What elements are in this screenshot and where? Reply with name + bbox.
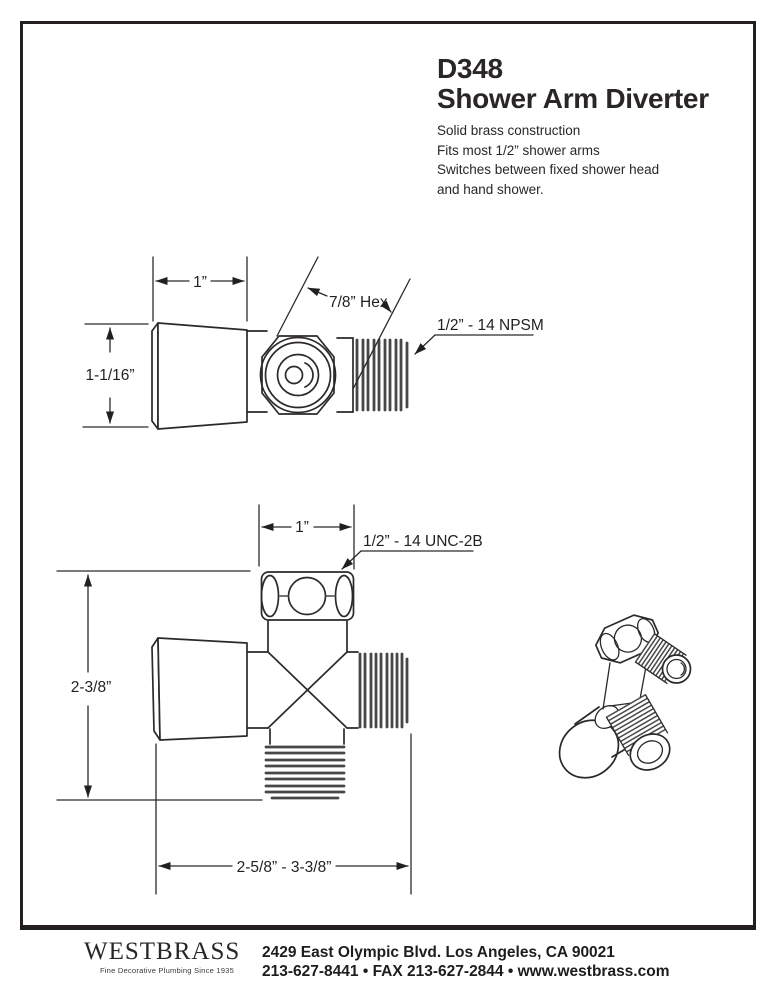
side-view-drawing — [83, 257, 544, 429]
front-length-dim-label: 2-5/8” - 3-3/8” — [236, 859, 332, 876]
contact-info — [262, 943, 669, 981]
product-name: Shower Arm Diverter — [437, 83, 709, 114]
front-thread-label: 1/2” - 14 UNC-2B — [363, 533, 483, 550]
description-line: Fits most 1/2” shower arms — [437, 142, 600, 158]
product-model: D348 — [437, 53, 503, 84]
cross-body — [268, 652, 347, 728]
front-width-dim-label: 1” — [295, 519, 309, 536]
handle-body — [158, 638, 247, 740]
description-line: and hand shower. — [437, 181, 544, 197]
address-line: 2429 East Olympic Blvd. Los Angeles, CA 90021 — [262, 944, 615, 961]
description-line: Switches between fixed shower head — [437, 162, 660, 177]
right-outlet-threads — [360, 654, 407, 727]
side-hex-label: 7/8” Hex — [329, 294, 388, 311]
brand-name: WESTBRASS — [84, 938, 241, 965]
knob-body — [158, 323, 247, 429]
knob-face — [152, 323, 158, 429]
brand-tagline: Fine Decorative Plumbing Since 1935 — [99, 966, 234, 975]
bottom-outlet-threads — [266, 747, 344, 798]
phone-line: 213-627-8441 • FAX 213-627-2844 • www.westbrass.com — [262, 963, 670, 980]
isometric-view-drawing — [548, 609, 691, 790]
front-height-dim-label: 2-3/8” — [70, 679, 112, 696]
side-width-dim-label: 1” — [193, 274, 207, 291]
brand-logo — [84, 938, 241, 975]
side-face-dim-label: 1-1/16” — [85, 367, 135, 384]
npsm-threads — [357, 340, 407, 410]
description-line: Solid brass construction — [437, 123, 581, 138]
front-view-drawing — [57, 505, 483, 894]
side-thread-label: 1/2” - 14 NPSM — [437, 317, 544, 334]
